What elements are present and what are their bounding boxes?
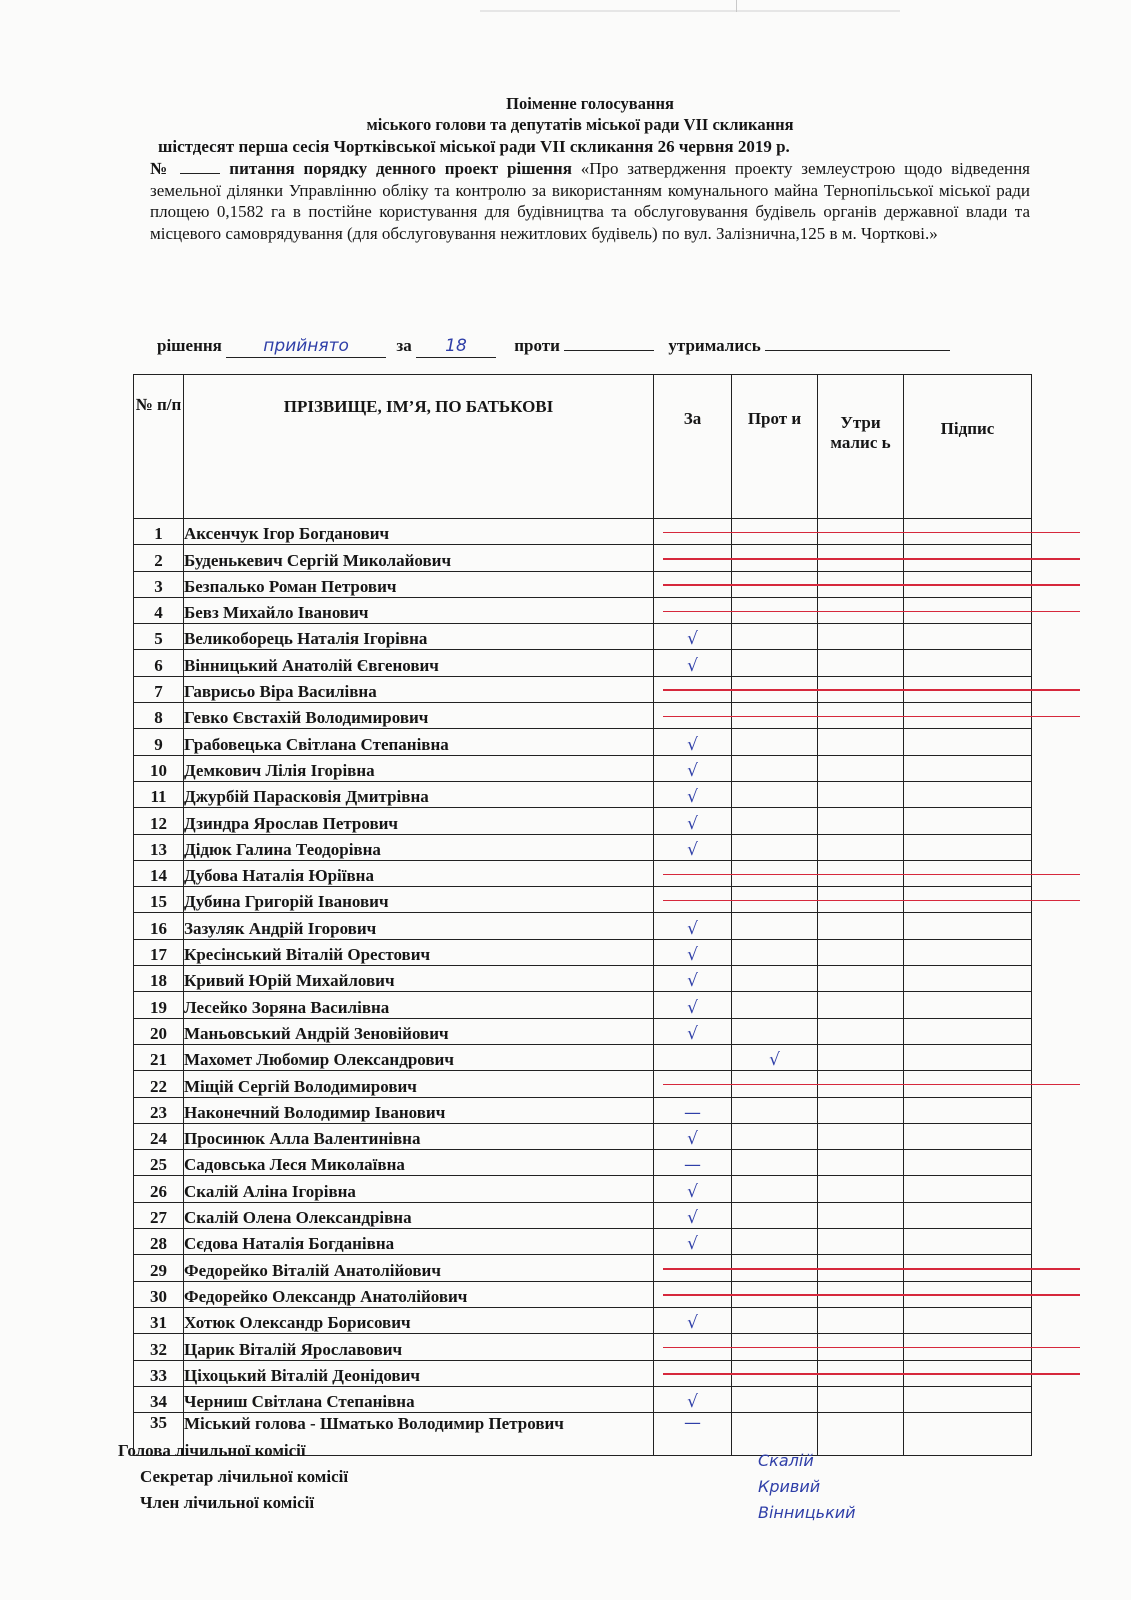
table-row (134, 650, 1032, 676)
strike-line (663, 584, 1080, 586)
deputy-name: Вінницький Анатолій Євгенович (184, 650, 654, 676)
number-blank (180, 159, 220, 174)
table-row (134, 1229, 1032, 1255)
row-number: 35 (134, 1413, 184, 1456)
deputy-name: Махомет Любомир Олександрович (184, 1044, 654, 1070)
vote-abstain-cell (818, 1176, 904, 1202)
vote-against-cell (732, 1307, 818, 1333)
table-row (134, 781, 1032, 807)
row-number: 6 (134, 650, 184, 676)
deputy-name: Демкович Лілія Ігорівна (184, 755, 654, 781)
vote-against-cell (732, 624, 818, 650)
vote-abstain-cell (818, 1044, 904, 1070)
vote-against-cell (732, 1150, 818, 1176)
row-number: 34 (134, 1386, 184, 1412)
vote-for-cell: — (654, 1097, 732, 1123)
vote-for-cell: √ (654, 1307, 732, 1333)
vote-abstain-cell (818, 1229, 904, 1255)
deputy-name: Сєдова Наталія Богданівна (184, 1229, 654, 1255)
deputy-name: Просинюк Алла Валентинівна (184, 1123, 654, 1149)
deputy-name: Скалій Аліна Ігорівна (184, 1176, 654, 1202)
vote-against-cell (732, 808, 818, 834)
signature-cell (904, 913, 1032, 939)
vote-for-cell: √ (654, 1018, 732, 1044)
row-number: 11 (134, 781, 184, 807)
vote-abstain-cell (818, 1202, 904, 1228)
row-number: 30 (134, 1281, 184, 1307)
vote-for-cell: √ (654, 755, 732, 781)
deputy-name: Хотюк Олександр Борисович (184, 1307, 654, 1333)
signature-cell (904, 1202, 1032, 1228)
deputy-name: Ціхоцький Віталій Деонідович (184, 1360, 654, 1386)
vote-for-cell (654, 1044, 732, 1070)
commission-chair-label: Голова лічильної комісії (118, 1441, 306, 1460)
vote-for-cell: √ (654, 729, 732, 755)
header-num: № п/п (134, 375, 184, 519)
strike-line (663, 1084, 1080, 1086)
commission-footer (118, 1438, 348, 1516)
row-number: 9 (134, 729, 184, 755)
row-number: 7 (134, 676, 184, 702)
vote-against-cell (732, 729, 818, 755)
vote-against-cell (732, 781, 818, 807)
deputy-name: Буденькевич Сергій Миколайович (184, 545, 654, 571)
vote-for-cell: √ (654, 650, 732, 676)
signature-cell (904, 939, 1032, 965)
table-row (134, 755, 1032, 781)
vote-for-cell: √ (654, 939, 732, 965)
row-number: 24 (134, 1123, 184, 1149)
number-prefix: № (150, 159, 172, 178)
vote-abstain-cell (818, 1307, 904, 1333)
deputy-name: Міщій Сергій Володимирович (184, 1071, 654, 1097)
commission-signed-names (758, 1448, 856, 1526)
deputy-name: Безпалько Роман Петрович (184, 571, 654, 597)
strike-line (663, 532, 1080, 534)
strike-line (663, 1347, 1080, 1349)
row-number: 15 (134, 887, 184, 913)
signature-cell (904, 1386, 1032, 1412)
vote-against-cell (732, 650, 818, 676)
row-number: 14 (134, 860, 184, 886)
table-row (134, 808, 1032, 834)
table-header-row (134, 375, 1032, 519)
row-number: 2 (134, 545, 184, 571)
vote-against-cell (732, 1229, 818, 1255)
vote-for-cell: √ (654, 624, 732, 650)
vote-abstain-cell (818, 966, 904, 992)
signed-name: Скалій (758, 1451, 814, 1470)
row-number: 12 (134, 808, 184, 834)
strike-line (663, 1294, 1080, 1296)
signature-cell (904, 755, 1032, 781)
vote-against-cell: √ (732, 1044, 818, 1070)
table-row (134, 1386, 1032, 1412)
row-number: 20 (134, 1018, 184, 1044)
row-number: 23 (134, 1097, 184, 1123)
row-number: 4 (134, 597, 184, 623)
table-row (134, 913, 1032, 939)
commission-secretary-label: Секретар лічильної комісії (140, 1467, 349, 1486)
table-row (134, 729, 1032, 755)
decision-label: рішення (157, 336, 222, 355)
vote-for-cell: √ (654, 1202, 732, 1228)
vote-for-cell: √ (654, 781, 732, 807)
decision-value: прийнято (226, 335, 386, 358)
strike-line (663, 558, 1080, 560)
agenda-item-text (140, 158, 1030, 244)
vote-for-cell: √ (654, 1386, 732, 1412)
deputy-name: Черниш Світлана Степанівна (184, 1386, 654, 1412)
signature-cell (904, 834, 1032, 860)
signed-name: Кривий (758, 1477, 821, 1496)
agenda-label: питання порядку денного проект рішення (229, 159, 572, 178)
signature-cell (904, 1044, 1032, 1070)
signature-cell (904, 1097, 1032, 1123)
scan-edge-mark (480, 10, 900, 12)
row-number: 8 (134, 703, 184, 729)
deputy-name: Кривий Юрій Михайлович (184, 966, 654, 992)
project-text-first: «Про затвердження проекту (580, 159, 793, 178)
vote-against-cell (732, 992, 818, 1018)
deputy-name: Джурбій Парасковія Дмитрівна (184, 781, 654, 807)
signature-cell (904, 1413, 1032, 1456)
vote-against-cell (732, 1386, 818, 1412)
strike-line (663, 874, 1080, 876)
vote-abstain-cell (818, 1097, 904, 1123)
deputy-name: Дубова Наталія Юріївна (184, 860, 654, 886)
table-row (134, 992, 1032, 1018)
row-number: 21 (134, 1044, 184, 1070)
deputy-name: Гевко Євстахій Володимирович (184, 703, 654, 729)
for-label: за (396, 336, 412, 355)
vote-against-cell (732, 755, 818, 781)
row-number: 33 (134, 1360, 184, 1386)
session-line: шістдесят перша сесія Чортківської міської ради VII скликання 26 червня 2019 р. (158, 137, 790, 156)
signature-cell (904, 1018, 1032, 1044)
table-row (134, 1307, 1032, 1333)
signature-cell (904, 1307, 1032, 1333)
deputy-name: Федорейко Віталій Анатолійович (184, 1255, 654, 1281)
vote-against-cell (732, 1202, 818, 1228)
signature-cell (904, 1176, 1032, 1202)
deputy-name: Лесейко Зоряна Василівна (184, 992, 654, 1018)
deputy-name: Аксенчук Ігор Богданович (184, 519, 654, 545)
table-row (134, 939, 1032, 965)
deputy-name: Дідюк Галина Теодорівна (184, 834, 654, 860)
vote-for-cell: √ (654, 808, 732, 834)
vote-abstain-cell (818, 755, 904, 781)
vote-abstain-cell (818, 1123, 904, 1149)
table-row (134, 1123, 1032, 1149)
for-count: 18 (416, 335, 496, 358)
row-number: 25 (134, 1150, 184, 1176)
deputy-name: Маньовський Андрій Зеновійович (184, 1018, 654, 1044)
row-number: 22 (134, 1071, 184, 1097)
abstain-count (765, 350, 950, 351)
vote-abstain-cell (818, 992, 904, 1018)
vote-abstain-cell (818, 1386, 904, 1412)
deputy-name: Зазуляк Андрій Ігорович (184, 913, 654, 939)
signature-cell (904, 992, 1032, 1018)
signature-cell (904, 1150, 1032, 1176)
table-row (134, 1097, 1032, 1123)
signature-cell (904, 781, 1032, 807)
deputy-name: Кресінський Віталій Орестович (184, 939, 654, 965)
deputy-name: Великоборець Наталія Ігорівна (184, 624, 654, 650)
row-number: 31 (134, 1307, 184, 1333)
vote-for-cell: — (654, 1150, 732, 1176)
signature-cell (904, 1123, 1032, 1149)
strike-line (663, 716, 1080, 718)
vote-abstain-cell (818, 650, 904, 676)
table-row (134, 834, 1032, 860)
vote-for-cell: √ (654, 966, 732, 992)
against-label: проти (514, 336, 560, 355)
header-signature: Підпис (904, 375, 1032, 519)
signature-cell (904, 650, 1032, 676)
deputy-name: Садовська Леся Миколаївна (184, 1150, 654, 1176)
table-row (134, 1018, 1032, 1044)
vote-for-cell: √ (654, 1229, 732, 1255)
vote-for-cell: √ (654, 992, 732, 1018)
deputy-name: Міський голова - Шматько Володимир Петрович (184, 1413, 654, 1456)
header-for: За (654, 375, 732, 519)
document-subtitle: міського голови та депутатів міської ради VII скликання (366, 115, 794, 134)
table-row (134, 1150, 1032, 1176)
row-number: 27 (134, 1202, 184, 1228)
deputy-name: Грабовецька Світлана Степанівна (184, 729, 654, 755)
row-number: 32 (134, 1334, 184, 1360)
vote-against-cell (732, 1018, 818, 1044)
signature-cell (904, 808, 1032, 834)
deputy-name: Царик Віталій Ярославович (184, 1334, 654, 1360)
row-number: 3 (134, 571, 184, 597)
table-row (134, 1202, 1032, 1228)
decision-line (157, 335, 950, 358)
vote-abstain-cell (818, 729, 904, 755)
strike-line (663, 900, 1080, 902)
project-text-rest: землеустрою щодо відведення земельної ділянки Управлінню обліку та контролю за використанням комунального майна Тернопільської міської ради площею 0,1582 га в постійне користування для будівництва та обслуговування будівель органів державної влади та місцевого самоврядування (для обслуговування нежитлових будівель) по вул. Залізнична,125 в м. Чорткові.» (150, 159, 1031, 243)
vote-against-cell (732, 966, 818, 992)
row-number: 17 (134, 939, 184, 965)
deputy-name: Дзиндра Ярослав Петрович (184, 808, 654, 834)
deputy-name: Дубина Григорій Іванович (184, 887, 654, 913)
vote-abstain-cell (818, 624, 904, 650)
commission-member-label: Член лічильної комісії (140, 1493, 315, 1512)
row-number: 19 (134, 992, 184, 1018)
document-header (140, 93, 1045, 244)
deputy-name: Гаврисьо Віра Василівна (184, 676, 654, 702)
table-row (134, 1044, 1032, 1070)
vote-against-cell (732, 834, 818, 860)
table-row (134, 624, 1032, 650)
row-number: 1 (134, 519, 184, 545)
vote-abstain-cell (818, 1150, 904, 1176)
vote-abstain-cell (818, 1018, 904, 1044)
row-number: 16 (134, 913, 184, 939)
vote-for-cell: √ (654, 1123, 732, 1149)
row-number: 29 (134, 1255, 184, 1281)
vote-against-cell (732, 913, 818, 939)
header-abstain: Утри малис ь (818, 375, 904, 519)
strike-line (663, 689, 1080, 691)
signed-name: Вінницький (758, 1503, 856, 1522)
row-number: 18 (134, 966, 184, 992)
abstain-label: утримались (668, 336, 761, 355)
document-title: Поіменне голосування (506, 94, 674, 113)
deputy-name: Наконечний Володимир Іванович (184, 1097, 654, 1123)
strike-line (663, 1373, 1080, 1375)
vote-abstain-cell (818, 808, 904, 834)
vote-against-cell (732, 939, 818, 965)
vote-for-cell: √ (654, 1176, 732, 1202)
deputy-name: Скалій Олена Олександрівна (184, 1202, 654, 1228)
signature-cell (904, 966, 1032, 992)
row-number: 28 (134, 1229, 184, 1255)
vote-abstain-cell (818, 781, 904, 807)
header-against: Прот и (732, 375, 818, 519)
row-number: 10 (134, 755, 184, 781)
vote-for-cell: — (654, 1413, 732, 1456)
row-number: 26 (134, 1176, 184, 1202)
deputy-name: Бевз Михайло Іванович (184, 597, 654, 623)
vote-against-cell (732, 1097, 818, 1123)
header-name: ПРІЗВИЩЕ, ІМ’Я, ПО БАТЬКОВІ (184, 375, 654, 519)
vote-for-cell: √ (654, 913, 732, 939)
vote-for-cell: √ (654, 834, 732, 860)
vote-against-cell (732, 1176, 818, 1202)
strike-line (663, 611, 1080, 613)
signature-cell (904, 1229, 1032, 1255)
table-row (134, 1176, 1032, 1202)
row-number: 5 (134, 624, 184, 650)
vote-against-cell (732, 1123, 818, 1149)
vote-abstain-cell (818, 939, 904, 965)
signature-cell (904, 624, 1032, 650)
signature-cell (904, 729, 1032, 755)
row-number: 13 (134, 834, 184, 860)
vote-abstain-cell (818, 834, 904, 860)
against-count (564, 350, 654, 351)
table-row (134, 966, 1032, 992)
deputy-name: Федорейко Олександр Анатолійович (184, 1281, 654, 1307)
vote-abstain-cell (818, 913, 904, 939)
strike-line (663, 1268, 1080, 1270)
